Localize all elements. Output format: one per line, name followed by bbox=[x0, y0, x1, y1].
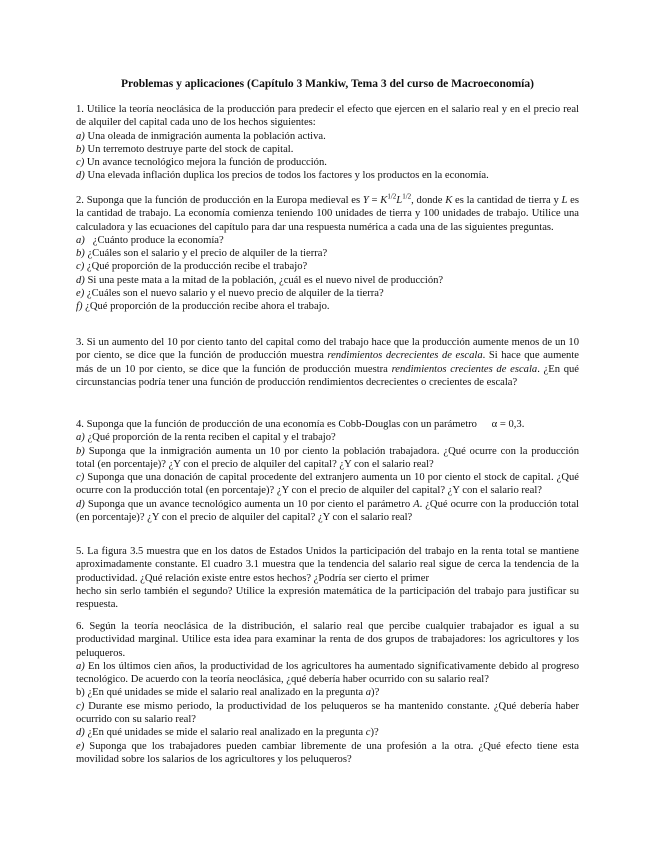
question-6 bbox=[76, 620, 579, 766]
question-2 bbox=[76, 194, 579, 314]
question-5-line-1: 5. La figura 3.5 muestra que en los datos de Estados Unidos la participación del trabajo en la renta total se mantiene aproximadamente constante. El cuadro 3.1 muestra que la tendencia del salario real sigue de cerca la tendencia de la productividad. ¿Qué relación existe entre estos hechos? ¿Podría ser cierto el primer bbox=[76, 546, 579, 584]
question-3-text: 3. Si un aumento del 10 por ciento tanto del capital como del trabajo hace que la producción aumente menos de un 10 por ciento, se dice que la función de producción muestra rendimientos decrecientes de escala. Si hace que aumente más de un 10 por ciento, se dice que la función de producción muestra rendimientos crecientes de escala. ¿En qué circunstancias podría tener una función de producción rendimientos decrecientes o crecientes de escala? bbox=[76, 337, 580, 388]
list-item: d) Si una peste mata a la mitad de la población, ¿cuál es el nuevo nivel de producción? bbox=[76, 274, 444, 286]
question-1-intro: 1. Utilice la teoría neoclásica de la producción para predecir el efecto que ejercen en el salario real y en el precio real de alquiler del capital cada uno de los hechos siguientes: bbox=[76, 104, 579, 129]
list-item: e) ¿Cuáles son el nuevo salario y el nuevo precio de alquiler de la tierra? bbox=[76, 288, 384, 300]
list-item: b) ¿Cuáles son el salario y el precio de alquiler de la tierra? bbox=[76, 248, 328, 260]
list-item: f) ¿Qué proporción de la producción recibe ahora el trabajo. bbox=[76, 301, 330, 313]
question-6-intro: 6. Según la teoría neoclásica de la distribución, el salario real que percibe cualquier trabajador es igual a su productividad marginal. Utilice esta idea para examinar la renta de dos grupos de trabajadores: los agricultores y los peluqueros. bbox=[76, 621, 579, 659]
question-4 bbox=[76, 418, 579, 524]
page-title: Problemas y aplicaciones (Capítulo 3 Mankiw, Tema 3 del curso de Macroeconomía) bbox=[121, 78, 534, 90]
question-2-intro: 2. Suponga que la función de producción en la Europa medieval es $Y = K^{1/2}L^{1/2}$, donde K es la cantidad de tierra y L es la cantidad de trabajo. La economía comienza teniendo 100 unidades de tierra y 100 unidades de trabajo. Utilice una calculadora y las ecuaciones del capítulo para dar una respuesta numérica a cada una de las siguientes preguntas. bbox=[76, 192, 579, 233]
list-item: c) Suponga que una donación de capital procedente del extranjero aumenta un 10 por ciento el stock de capital. ¿Qué ocurre con la producción total (en porcentaje)? ¿Y con el precio de alquiler del capital? ¿Y con el salario real? bbox=[76, 472, 579, 497]
list-item: a) Una oleada de inmigración aumenta la población activa. bbox=[76, 130, 326, 142]
question-1 bbox=[76, 103, 579, 183]
list-item: c) Durante ese mismo periodo, la productividad de los peluqueros se ha mantenido constante. ¿Qué debería haber ocurrido con su salario real? bbox=[76, 700, 579, 726]
question-4-intro: 4. Suponga que la función de producción de una economía es Cobb-Douglas con un parámetro α = 0,3. bbox=[76, 419, 525, 430]
list-item: d) ¿En qué unidades se mide el salario real analizado en la pregunta c)? bbox=[76, 727, 379, 739]
list-item: b) ¿En qué unidades se mide el salario real analizado en la pregunta a)? bbox=[76, 687, 380, 699]
question-5-line-2: hecho sin serlo también el segundo? Utilice la expresión matemática de la participación del trabajo para justificar su respuesta. bbox=[76, 585, 579, 611]
list-item: a) En los últimos cien años, la productividad de los agricultores ha aumentado significativamente debido al progreso tecnológico. De acuerdo con la teoría neoclásica, ¿qué debería haber ocurrido con su salario real? bbox=[76, 660, 579, 686]
list-item: a) ¿Qué proporción de la renta reciben el capital y el trabajo? bbox=[76, 432, 336, 444]
question-5 bbox=[76, 545, 579, 611]
list-item: c) Un avance tecnológico mejora la función de producción. bbox=[76, 157, 327, 169]
list-item: b) Suponga que la inmigración aumenta un 10 por ciento la población trabajadora. ¿Qué ocurre con la producción total (en porcentaje)? ¿Y con el precio de alquiler del capital? ¿Y con el salario real? bbox=[76, 445, 579, 470]
list-item: c) ¿Qué proporción de la producción recibe el trabajo? bbox=[76, 261, 308, 273]
list-item: b) Un terremoto destruye parte del stock de capital. bbox=[76, 143, 294, 155]
list-item: d) Una elevada inflación duplica los precios de todos los factores y los productos en la economía. bbox=[76, 170, 489, 182]
list-item: a) ¿Cuánto produce la economía? bbox=[76, 234, 224, 246]
question-3 bbox=[76, 336, 579, 389]
list-item: e) Suponga que los trabajadores pueden cambiar libremente de una profesión a la otra. ¿Qué efecto tiene esta movilidad sobre los salarios de los agricultores y los peluqueros? bbox=[76, 740, 579, 765]
list-item: d) Suponga que un avance tecnológico aumenta un 10 por ciento el parámetro A. ¿Qué ocurre con la producción total (en porcentaje)? ¿Y con el precio de alquiler del capital? ¿Y con el salario real? bbox=[76, 498, 579, 524]
